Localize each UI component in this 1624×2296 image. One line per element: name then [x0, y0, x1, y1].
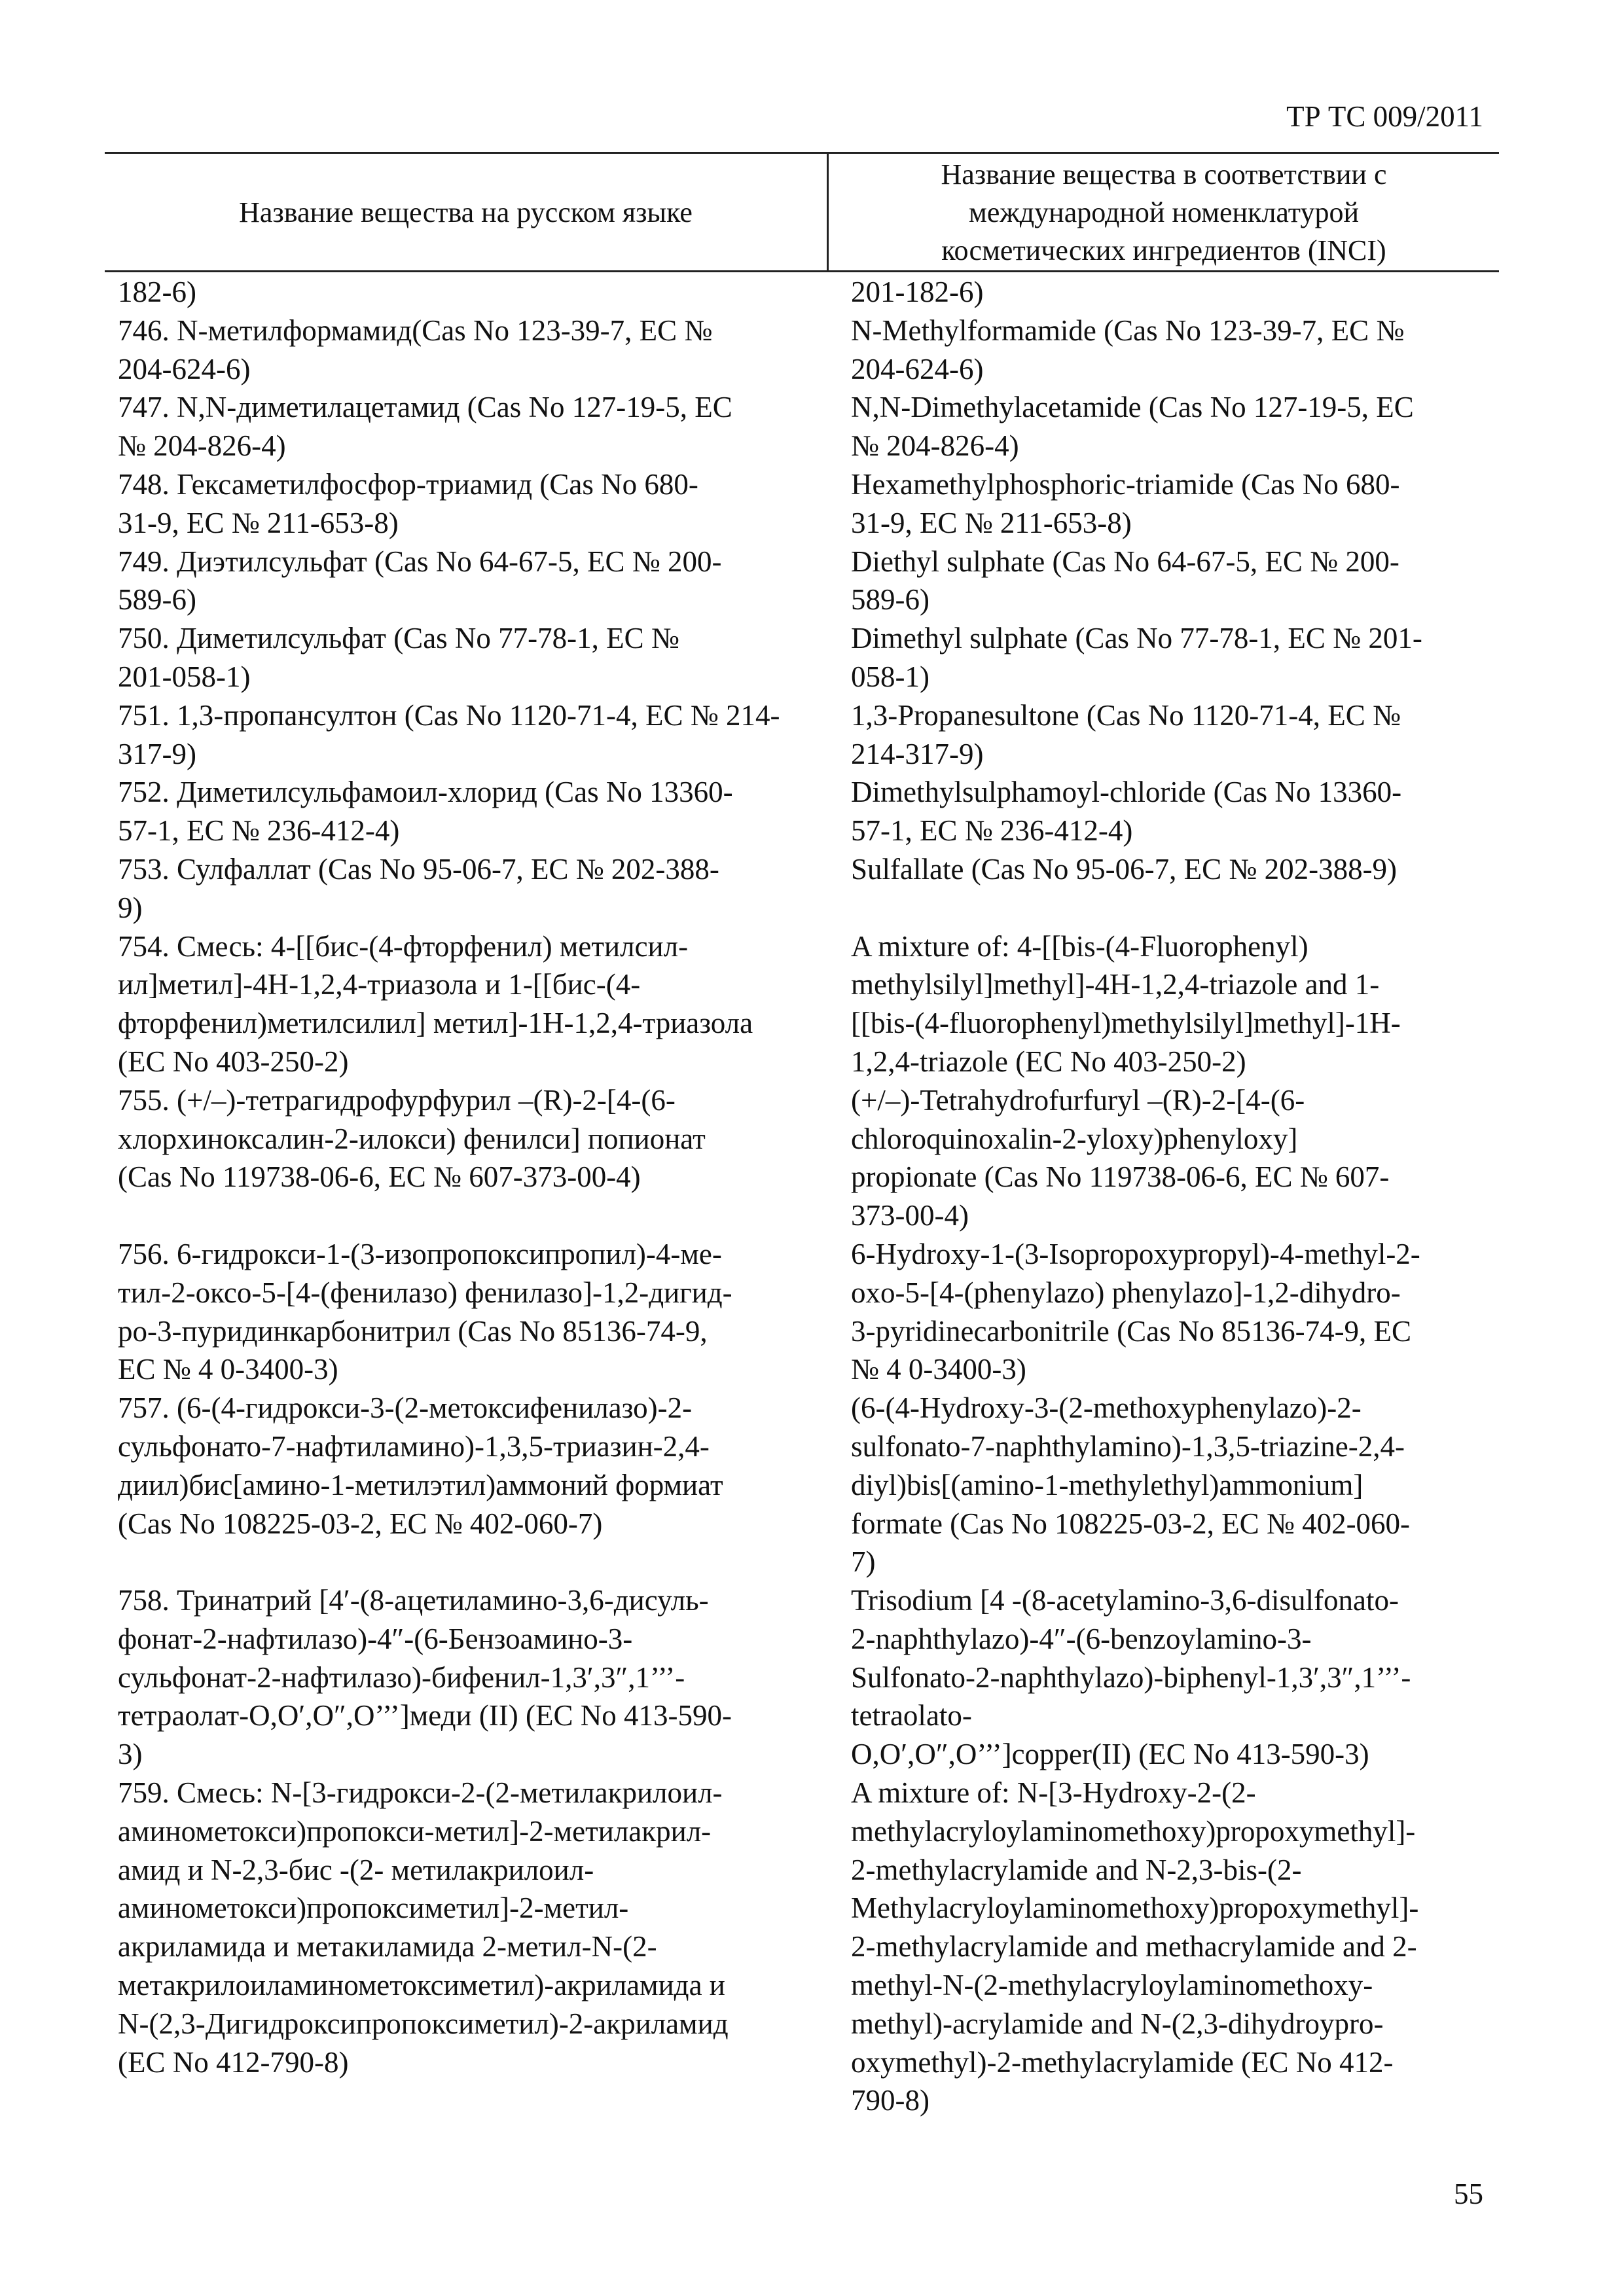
- substance-name-russian: 746. N-метилформамид(Cas No 123-39-7, EC № 204-624-6): [118, 314, 713, 386]
- substance-name-russian: 747. N,N-диметилацетамид (Cas No 127-19-5, EC № 204-826-4): [118, 391, 732, 463]
- substance-name-inci: Trisodium [4 -(8-acetylamino-3,6-disulfonato- 2-naphthylazo)-4″-(6-benzoylamino-3- Sulfonato-2-naphthylazo)-biphenyl-1,3′,3″,1’’’- tetraolato- O,O′,O″,O’’’]copper(II) (EC No 413-590-3): [851, 1584, 1411, 1771]
- substance-name-inci: Hexamethylphosphoric-triamide (Cas No 680- 31-9, EC № 211-653-8): [851, 467, 1400, 539]
- substance-name-inci: Diethyl sulphate (Cas No 64-67-5, EC № 200- 589-6): [851, 545, 1399, 617]
- table-row: [118, 543, 1492, 620]
- substance-name-inci: A mixture of: N-[3-Hydroxy-2-(2- methylacryloylaminomethoxy)propoxymethyl]- 2-methylacrylamide and N-2,3-bis-(2- Methylacryloylaminomethoxy)propoxymethyl]- 2-methylacrylamide and methacrylamide and 2- methyl-N-(2-methylacryloylaminomethoxy- methyl)-acrylamide and N-(2,3-dihydroypro- oxymethyl)-2-methylacrylamide (EC No 412- 790-8): [851, 1776, 1419, 2117]
- table-row: [118, 1389, 1492, 1581]
- column-header-russian-text: Название вещества на русском языке: [239, 196, 693, 228]
- table-row: [118, 1235, 1492, 1389]
- substance-name-russian: 751. 1,3-пропансултон (Cas No 1120-71-4, EC № 214- 317-9): [118, 698, 780, 770]
- table-body: [118, 273, 1492, 2120]
- substance-name-inci: Sulfallate (Cas No 95-06-7, EC № 202-388-9): [851, 852, 1398, 886]
- substance-name-inci: A mixture of: 4-[[bis-(4-Fluorophenyl) methylsilyl]methyl]-4H-1,2,4-triazole and 1- [[bis-(4-fluorophenyl)methylsilyl]methyl]-1H- 1,2,4-triazole (EC No 403-250-2): [851, 929, 1401, 1078]
- table-row: [118, 619, 1492, 696]
- substance-name-russian: 752. Диметилсульфамоил-хлорид (Cas No 13360- 57-1, EC № 236-412-4): [118, 776, 733, 848]
- table-row: [118, 1081, 1492, 1235]
- table-row: [118, 927, 1492, 1081]
- substance-name-inci: N-Methylformamide (Cas No 123-39-7, EC № 204-624-6): [851, 314, 1405, 386]
- substance-name-russian: 748. Гексаметилфосфор-триамид (Cas No 680- 31-9, EC № 211-653-8): [118, 467, 698, 539]
- substance-name-russian: 758. Тринатрий [4′-(8-ацетиламино-3,6-дисуль- фонат-2-нафтилазо)-4″-(6-Бензоамино-3- сульфонат-2-нафтилазо)-бифенил-1,3′,3″,1’’’- тетраолат-O,O′,O″,O’’’]меди (II) (EC No 413-590- 3): [118, 1584, 732, 1771]
- table-top-rule: [105, 152, 1499, 154]
- substance-name-russian: 754. Смесь: 4-[[бис-(4-фторфенил) метилсил- ил]метил]-4H-1,2,4-триазола и 1-[[бис-(4- фторфенил)метилсилил] метил]-1H-1,2,4-триазола (EC No 403-250-2): [118, 929, 753, 1078]
- column-header-inci: [829, 157, 1499, 268]
- table-row: [118, 273, 1492, 312]
- substance-name-inci: N,N-Dimethylacetamide (Cas No 127-19-5, EC № 204-826-4): [851, 391, 1414, 463]
- substance-name-inci: 201-182-6): [851, 276, 984, 308]
- document-code: ТР ТС 009/2011: [1286, 100, 1483, 133]
- substance-name-inci: (+/–)-Tetrahydrofurfuryl –(R)-2-[4-(6- chloroquinoxalin-2-yloxy)phenyloxy] propionate (Cas No 119738-06-6, EC № 607- 373-00-4): [851, 1083, 1390, 1232]
- substance-name-russian: 759. Смесь: N-[3-гидрокси-2-(2-метилакрилоил- аминометокси)пропокси-метил]-2-метилакрил- амид и N-2,3-бис -(2- метилакрилоил- аминометокси)пропоксиметил]-2-метил- акриламида и метакиламида 2-метил-N-(2- метакрилоиламинометоксиметил)-акриламида и N-(2,3-Дигидроксипропоксиметил)-2-акриламид (EC No 412-790-8): [118, 1776, 729, 2079]
- substance-name-russian: 750. Диметилсульфат (Cas No 77-78-1, EC № 201-058-1): [118, 622, 679, 693]
- table-row: [118, 1774, 1492, 2120]
- header-bottom-rule: [105, 270, 1499, 272]
- table-row: [118, 465, 1492, 543]
- substance-name-russian: 757. (6-(4-гидрокси-3-(2-метоксифенилазо)-2- сульфонато-7-нафтиламино)-1,3,5-триазин-2,4- диил)бис[амино-1-метилэтил)аммоний формиат (Cas No 108225-03-2, EC № 402-060-7): [118, 1391, 723, 1540]
- substance-name-inci: Dimethylsulphamoyl-chloride (Cas No 13360- 57-1, EC № 236-412-4): [851, 776, 1402, 848]
- substance-name-russian: 749. Диэтилсульфат (Cas No 64-67-5, EC № 200- 589-6): [118, 545, 722, 617]
- table-row: [118, 312, 1492, 389]
- table-row: [118, 388, 1492, 465]
- substance-name-inci: Dimethyl sulphate (Cas No 77-78-1, EC № 201- 058-1): [851, 622, 1422, 693]
- column-header-russian: [105, 157, 827, 268]
- page-number: 55: [1454, 2178, 1483, 2210]
- table-row: [118, 696, 1492, 774]
- column-header-inci-text: Название вещества в соответствии с международной номенклатурой косметических ингредиентов (INCI): [941, 158, 1387, 266]
- substance-name-russian: 753. Сулфаллат (Cas No 95-06-7, EC № 202-388- 9): [118, 852, 719, 924]
- substance-name-inci: 6-Hydroxy-1-(3-Isopropoxypropyl)-4-methyl-2- oxo-5-[4-(phenylazo) phenylazo]-1,2-dihydro- 3-pyridinecarbonitrile (Cas No 85136-74-9, EC № 4 0-3400-3): [851, 1237, 1420, 1386]
- substance-name-russian: 755. (+/–)-тетрагидрофурфурил –(R)-2-[4-(6- хлорхиноксалин-2-илокси) фенилси] попионат (Cas No 119738-06-6, EC № 607-373-00-4): [118, 1083, 706, 1194]
- substance-name-russian: 756. 6-гидрокси-1-(3-изопропоксипропил)-4-ме- тил-2-оксо-5-[4-(фенилазо) фенилазо]-1,2-дигид- ро-3-пуридинкарбонитрил (Cas No 85136-74-9, EC № 4 0-3400-3): [118, 1237, 732, 1386]
- table-row: [118, 850, 1492, 927]
- substance-name-inci: 1,3-Propanesultone (Cas No 1120-71-4, EC № 214-317-9): [851, 698, 1401, 770]
- table-row: [118, 773, 1492, 850]
- substance-name-russian: 182-6): [118, 276, 196, 308]
- substance-name-inci: (6-(4-Hydroxy-3-(2-methoxyphenylazo)-2- sulfonato-7-naphthylamino)-1,3,5-triazine-2,4- diyl)bis[(amino-1-methylethyl)ammonium] formate (Cas No 108225-03-2, EC № 402-060- 7): [851, 1391, 1411, 1579]
- table-row: [118, 1581, 1492, 1774]
